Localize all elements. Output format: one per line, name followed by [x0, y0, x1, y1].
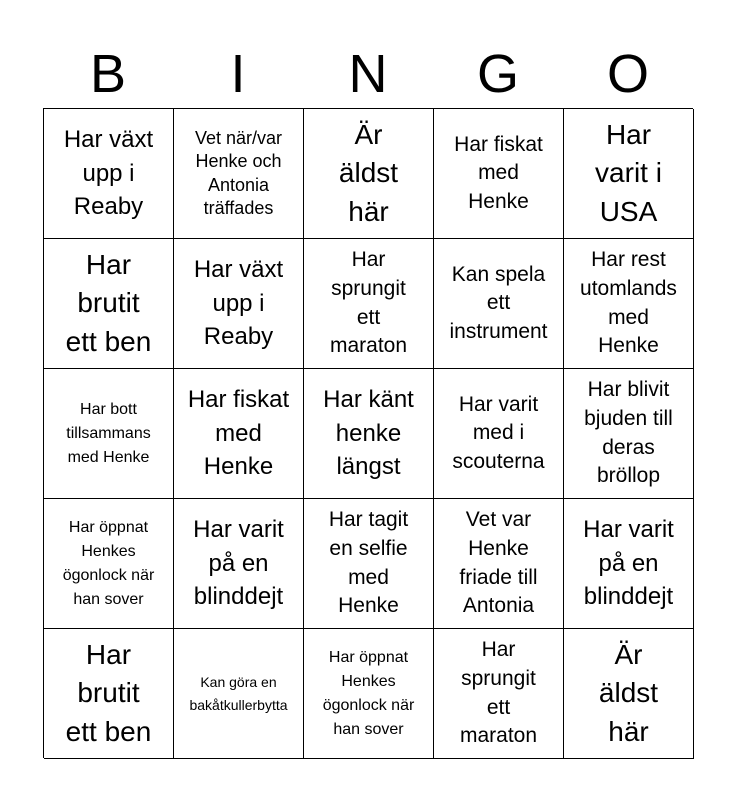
bingo-cell[interactable] [174, 239, 304, 369]
bingo-cell[interactable] [304, 239, 434, 369]
cell-text: Har växt upp i Reaby [193, 256, 284, 351]
bingo-cell[interactable] [434, 109, 564, 239]
bingo-cell[interactable] [564, 629, 694, 759]
cell-text: Har varit på en blinddejt [583, 516, 674, 611]
bingo-cell[interactable] [174, 499, 304, 629]
cell-text: Har varit på en blinddejt [193, 516, 284, 611]
cell-text: Är äldst här [598, 639, 659, 747]
bingo-cell[interactable] [174, 629, 304, 759]
bingo-cell[interactable] [564, 109, 694, 239]
bingo-cell[interactable] [44, 629, 174, 759]
bingo-grid [43, 108, 693, 758]
cell-text: Har sprungit ett maraton [329, 248, 408, 358]
bingo-cell[interactable] [434, 629, 564, 759]
cell-text: Har bott tillsammans med Henke [66, 400, 151, 466]
cell-text: Har fiskat med Henke [187, 386, 290, 481]
bingo-cell[interactable] [434, 369, 564, 499]
cell-text: Har rest utomlands med Henke [580, 248, 677, 358]
bingo-cell[interactable] [564, 369, 694, 499]
cell-text: Har växt upp i Reaby [63, 126, 154, 221]
cell-text: Har känt henke längst [323, 386, 414, 481]
cell-text: Har öppnat Henkes ögonlock när han sover [62, 518, 155, 608]
cell-text: Kan göra en bakåtkullerbytta [189, 674, 288, 713]
bingo-cell[interactable] [174, 109, 304, 239]
header-letter-n: N [348, 44, 388, 104]
cell-text: Har öppnat Henkes ögonlock när han sover [322, 648, 415, 738]
cell-text: Har varit med i scouterna [452, 392, 545, 473]
bingo-cell[interactable] [304, 369, 434, 499]
cell-text: Har brutit ett ben [65, 249, 152, 357]
cell-text: Vet var Henke friade till Antonia [459, 508, 538, 618]
cell-text: Vet när/var Henke och Antonia träffades [194, 127, 283, 218]
bingo-cell[interactable] [174, 369, 304, 499]
header-letter-o: O [606, 44, 649, 104]
bingo-cell[interactable] [564, 239, 694, 369]
cell-text: Har fiskat med Henke [454, 132, 543, 213]
bingo-cell[interactable] [434, 239, 564, 369]
header-letter-i: I [230, 44, 246, 104]
bingo-cell[interactable] [44, 369, 174, 499]
bingo-cell[interactable] [44, 239, 174, 369]
bingo-cell[interactable] [564, 499, 694, 629]
bingo-cell[interactable] [44, 109, 174, 239]
bingo-cell[interactable] [304, 629, 434, 759]
cell-text: Har varit i USA [595, 119, 662, 227]
cell-text: Har tagit en selfie med Henke [328, 508, 409, 618]
cell-text: Har blivit bjuden till deras bröllop [584, 378, 673, 488]
cell-text: Har sprungit ett maraton [459, 638, 538, 748]
bingo-cell[interactable] [304, 499, 434, 629]
cell-text: Har brutit ett ben [65, 639, 152, 747]
bingo-cell[interactable] [44, 499, 174, 629]
bingo-cell[interactable] [304, 109, 434, 239]
bingo-cell[interactable] [434, 499, 564, 629]
header-letter-b: B [89, 44, 127, 104]
cell-text: Kan spela ett instrument [449, 262, 548, 343]
header-letter-g: G [476, 44, 519, 104]
bingo-header [43, 40, 693, 108]
cell-text: Är äldst här [338, 119, 399, 227]
